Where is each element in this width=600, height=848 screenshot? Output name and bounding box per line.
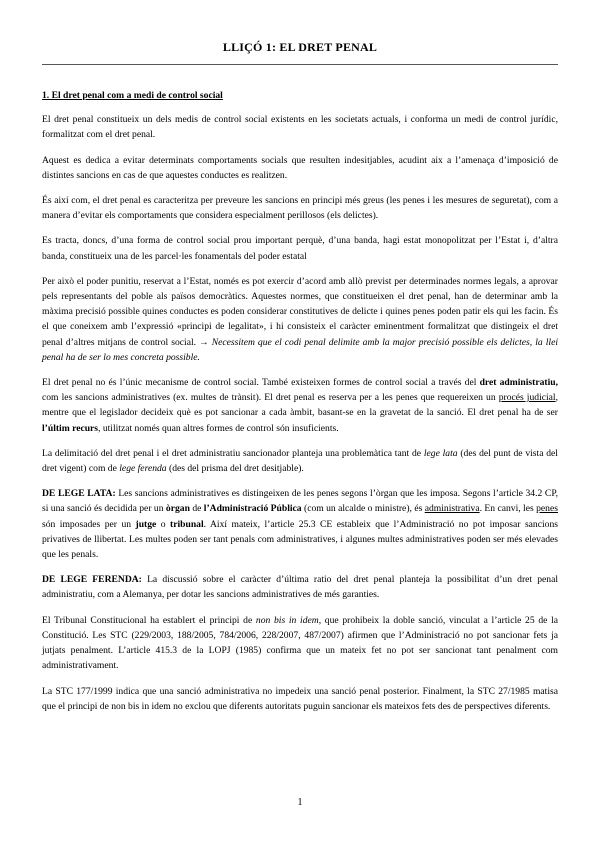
paragraph-6 — [42, 375, 558, 436]
text-run: (des del prisma del dret desitjable). — [169, 463, 304, 475]
text-run: Les sancions administratives es distingeixen de les penes segons l’òrgan que les imposa. Segons l’article 34.2 CP, si una sanció és decidida per un — [42, 488, 558, 515]
paragraph-1: El dret penal constitueix un dels medis de control social existents en les societats actuals, i conforma un medi de control jurídic, formalitzat com el dret penal. — [42, 114, 558, 141]
paragraph-2: Aquest es dedica a evitar determinats comportaments socials que resulten indesitjables, acudint aix a l’amenaça d’imposició de distintes sancions en cas de que aquestes conductes es realitzen. — [42, 154, 558, 181]
text-run: . En canvi, les — [479, 503, 534, 515]
paragraph-8 — [42, 486, 558, 562]
paragraph-5 — [42, 274, 558, 365]
bold-term: òrgan — [165, 503, 190, 515]
section-heading: 1. El dret penal com a medi de control social — [42, 90, 223, 101]
underlined-term: penes — [536, 503, 558, 515]
paragraph-9 — [42, 572, 558, 602]
paragraph-4: Es tracta, doncs, d’una forma de control social prou important perquè, d’una banda, hagi estat monopolitzat per l’Estat i, d’altra banda, constitueix una de les parcel·les fonamentals del poder estatal — [42, 235, 558, 262]
bold-term: tribunal — [170, 518, 204, 530]
paragraph-7 — [42, 446, 558, 476]
text-run: de — [192, 503, 202, 515]
lege-ferenda-label: DE LEGE FERENDA: — [42, 574, 142, 586]
paragraph-3: És així com, el dret penal es caracteritza per preveure les sancions en principi més greus (les penes i les mesures de seguretat), com a manera d’evitar els comportaments que considera especialment perillosos (els delictes). — [42, 195, 558, 222]
italic-term: lege lata — [423, 447, 458, 459]
text-run: El dret penal no és l’únic mecanisme de control social. També existeixen formes de control social a través del — [42, 377, 477, 389]
bold-term: jutge — [135, 518, 157, 530]
text-run: , mentre que el legislador decideix què es pot sancionar a cada àmbit, basant-se en la gravetat de la sanció. El dret penal ha de ser — [42, 392, 558, 419]
text-run: són imposades per un — [42, 518, 132, 530]
text-run: , que prohibeix la doble sanció, vinculat a l’article 25 de la Constitució. Les STC (229/2003, 188/2005, 784/2006, 228/2007, 487/2007) afirmen que l’Administració no pot sancionar fets ja jutjats penalment. L’article 415.3 de la LOPJ (1985) confirma que un mateix fet no pot ser sancionat tant penalment com administrativament. — [42, 614, 559, 672]
underlined-term: administrativa — [424, 503, 480, 515]
text-run: o — [160, 518, 166, 530]
text-run: La delimitació del dret penal i el dret administratiu sancionador planteja una problemàtica tant de — [42, 447, 422, 459]
document-body — [42, 88, 558, 724]
paragraph-10 — [42, 613, 558, 674]
text-run: (com un alcalde o ministre), és — [304, 503, 423, 515]
text-run: com les sancions administratives (ex. multes de trànsit). El dret penal es reserva per a les penes que requereixen un — [42, 392, 496, 404]
paragraph-5-text: Per això el poder punitiu, reservat a l’Estat, només es pot exercir d’acord amb allò previst per determinades normes legals, a aprovar pels representants del poble als països democràtics. Aquestes normes, que constitueixen el dret penal, han de determinar amb la màxima precisió possible quines conductes es poden considerar constitutives de delicte i quines penes poden patir els qui les facin. És el que coneixem amb l’expressió «principi de legalitat», i hi consisteix el caràcter eminentment formalitzat que distingeix el dret penal d’altres mitjans de control social. → — [42, 275, 558, 348]
bold-term: l’Administració Pública — [203, 503, 302, 515]
text-run: La discussió sobre el caràcter d’última ratio del dret penal planteja la possibilitat d’un dret penal administratiu, com a Alemanya, per dotar les sancions administratives de més garanties. — [42, 574, 559, 601]
italic-term: non bis in idem — [255, 614, 319, 626]
italic-term: lege ferenda — [119, 463, 167, 475]
page-number: 1 — [297, 797, 303, 808]
bold-term: l’últim recurs — [42, 422, 99, 434]
paragraph-11: La STC 177/1999 indica que una sanció administrativa no impedeix una sanció penal posterior. Finalment, la STC 27/1985 matisa que el principi de non bis in idem no exclou que diferents autoritats puguin sancionar els mateixos fets des de perspectives diferents. — [42, 685, 558, 712]
title-divider — [42, 64, 558, 65]
text-run: . Així mateix, l’article 25.3 CE estableix que l’Administració no pot imposar sancions privatives de llibertat. Les multes poden ser tant penals com administratives, i algunes multes administratives poden ser més elevades que les penals. — [42, 518, 558, 561]
text-run: (des del punt de vista del dret vigent) com de — [42, 447, 558, 475]
text-run: , utilitzat només quan altres formes de control són insuficients. — [98, 422, 339, 434]
underlined-term: procés judicial — [498, 392, 556, 404]
text-run: El Tribunal Constitucional ha establert el principi de — [42, 614, 253, 626]
paragraph-5-italic-note: Necessitem que el codi penal delimite amb la major precisió possible els delictes, la llei penal ha de ser lo mes concreta possible. — [42, 336, 558, 363]
bold-term: dret administratiu, — [479, 377, 558, 389]
lege-lata-label: DE LEGE LATA: — [42, 488, 116, 500]
page-title: LLIÇÓ 1: EL DRET PENAL — [222, 40, 378, 54]
